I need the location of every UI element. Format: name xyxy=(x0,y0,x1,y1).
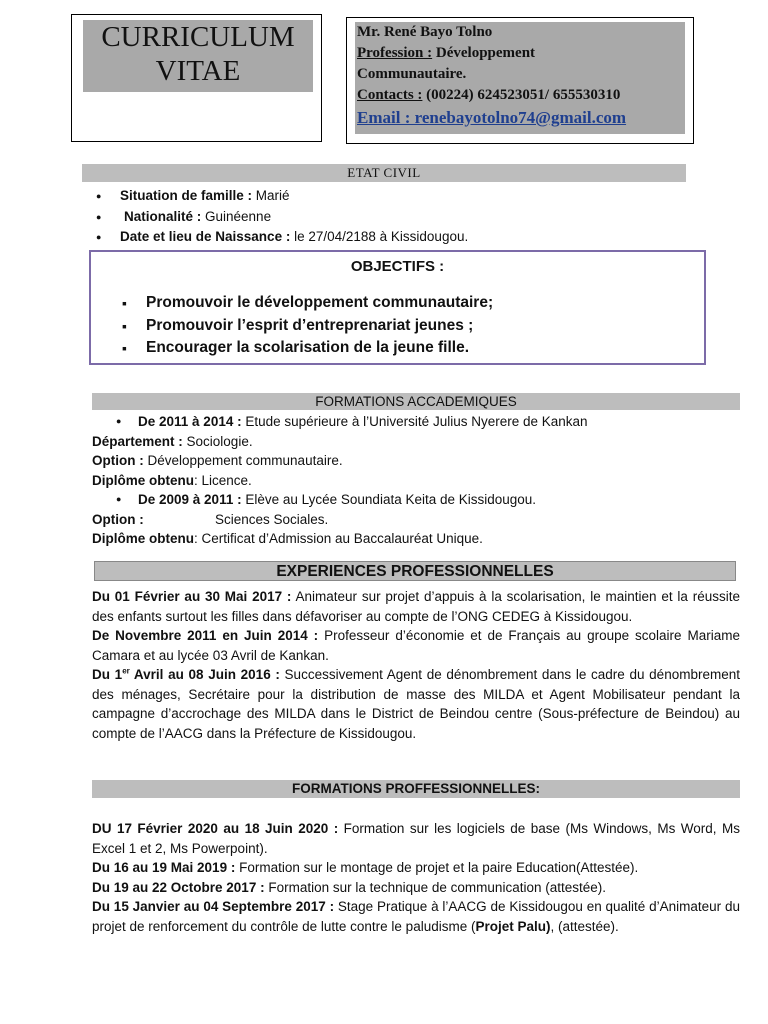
entry-value: Développement communautaire. xyxy=(143,453,343,468)
entry-bold: Projet Palu) xyxy=(475,918,551,934)
entry-value: Formation sur les logiciels de base (Ms Windows, Ms Word, Ms Excel 1 et 2, Ms Powerpoint). xyxy=(92,821,740,856)
entry-label: Du 19 au 22 Octobre 2017 : xyxy=(92,879,265,895)
entry-value: Sociologie. xyxy=(182,433,253,449)
entry-label: Option : xyxy=(92,511,144,527)
formations-academiques-content xyxy=(92,412,740,549)
objectifs-title: OBJECTIFS : xyxy=(350,258,445,275)
entry-value: Sciences Sociales. xyxy=(215,511,329,527)
entry-label: De 2011 à 2014 : xyxy=(138,414,242,429)
contacts-label: Contacts : xyxy=(357,87,423,103)
entry-value: : Certificat d’Admission au Baccalauréat Unique. xyxy=(194,531,483,546)
entry-value: Stage Pratique à l’AACG de Kissidougou en qualité d’Animateur du projet de renforcement du contrôle de lutte contre le paludisme ( xyxy=(92,899,740,934)
profession-value-2: Communautaire. xyxy=(357,66,467,82)
entry-value: Formation sur le montage de projet et la paire Education(Attestée). xyxy=(235,860,639,875)
entry-label-sup: er xyxy=(122,666,130,676)
entry-value: Etude supérieure à l’Université Julius Nyerere de Kankan xyxy=(241,414,588,429)
applicant-name: Mr. René Bayo Tolno xyxy=(357,24,493,40)
entry-label: Département : xyxy=(92,433,183,449)
item-value: Marié xyxy=(252,188,290,203)
profession-value: Développement xyxy=(432,45,536,61)
entry-value: Successivement Agent de dénombrement dans le cadre du dénombrement des ménages, Secrétaire pour la distribution de masse des MILDA et Agent Mobilisateur pendant la campagne d’accrochage des MILDA dans le District de Beindou centre (Sous-préfecture de Beindou) au compte de l’AACG dans la Préfecture de Kissidougou. xyxy=(92,667,740,741)
profession-line xyxy=(357,43,685,64)
option-line xyxy=(92,510,740,530)
section-etat-civil-title: ETAT CIVIL xyxy=(82,164,686,182)
entry-value: : Licence. xyxy=(194,472,252,488)
entry-label-b: Avril au 08 Juin 2016 : xyxy=(129,667,280,682)
formations-pro-content xyxy=(92,819,740,936)
list-item: ▪ Promouvoir le développement communautaire; xyxy=(122,292,493,315)
list-item: ▪ Promouvoir l’esprit d’entreprenariat jeunes ; xyxy=(122,315,493,338)
contacts-line xyxy=(357,85,685,106)
entry-label: Diplôme obtenu xyxy=(92,531,194,546)
contact-box xyxy=(346,17,694,144)
entry-label: Option : xyxy=(92,453,144,468)
entry-end: , (attestée). xyxy=(550,918,619,934)
entry-2011-2014 xyxy=(92,412,740,432)
entry-label: Du 16 au 19 Mai 2019 : xyxy=(92,860,236,875)
entry-value: Formation sur la technique de communication (attestée). xyxy=(264,879,606,895)
cv-title-line2: VITAE xyxy=(155,55,241,87)
experiences-content xyxy=(92,587,740,743)
section-experiences-title: EXPERIENCES PROFESSIONNELLES xyxy=(94,561,736,581)
experience-entry xyxy=(92,665,740,743)
section-formations-pro-title: FORMATIONS PROFFESSIONNELLES: xyxy=(92,780,740,798)
diplome-line xyxy=(92,529,740,549)
title-box xyxy=(71,14,322,142)
formation-entry xyxy=(92,858,740,878)
entry-label: De 2009 à 2011 : xyxy=(138,492,242,507)
list-item xyxy=(96,227,468,248)
item-label: Situation de famille : xyxy=(120,188,253,203)
formation-entry xyxy=(92,878,740,898)
contacts-value: (00224) 624523051/ 655530310 xyxy=(422,87,621,103)
entry-label: Du 15 Janvier au 04 Septembre 2017 : xyxy=(92,899,335,914)
email-link[interactable]: Email : renebayotolno74@gmail.com xyxy=(357,108,627,127)
entry-label: De Novembre 2011 en Juin 2014 : xyxy=(92,628,319,643)
item-label: Nationalité : xyxy=(124,208,202,224)
entry-label: DU 17 Février 2020 au 18 Juin 2020 : xyxy=(92,821,339,836)
item-value: Guinéenne xyxy=(201,208,272,224)
item-value: le 27/04/2188 à Kissidougou. xyxy=(290,229,469,244)
entry-label: Du 01 Février au 30 Mai 2017 : xyxy=(92,589,292,604)
list-item: ▪ Encourager la scolarisation de la jeune fille. xyxy=(122,337,493,360)
list-item xyxy=(96,207,468,228)
cv-title xyxy=(83,20,313,92)
entry-2009-2011 xyxy=(92,490,740,510)
formation-entry xyxy=(92,819,740,858)
objectifs-box xyxy=(89,250,706,365)
section-formations-academiques-title: FORMATIONS ACCADEMIQUES xyxy=(92,393,740,410)
profession-label: Profession : xyxy=(357,45,433,61)
experience-entry xyxy=(92,587,740,626)
formation-entry xyxy=(92,897,740,936)
list-item xyxy=(96,186,468,207)
item-label: Date et lieu de Naissance : xyxy=(120,229,291,244)
entry-label-a: Du 1 xyxy=(92,667,123,682)
etat-civil-list xyxy=(96,186,468,248)
diplome-line xyxy=(92,471,740,491)
cv-title-line1: CURRICULUM xyxy=(101,21,295,53)
departement-line xyxy=(92,432,740,452)
entry-value: Professeur d’économie et de Français au groupe scolaire Mariame Camara et au lycée 03 Avril de Kankan. xyxy=(92,628,740,663)
option-line xyxy=(92,451,740,471)
entry-label: Diplôme obtenu xyxy=(92,472,194,488)
entry-value: Elève au Lycée Soundiata Keita de Kissidougou. xyxy=(241,492,537,507)
entry-value: Animateur sur projet d’appuis à la scolarisation, le maintien et la réussite des enfants surtout les filles dans défavoriser au compte de l’ONG CEDEG à Kissidougou. xyxy=(92,589,740,624)
contact-info xyxy=(355,22,685,134)
experience-entry xyxy=(92,626,740,665)
objectifs-list xyxy=(122,292,493,360)
entry-label xyxy=(92,667,280,682)
